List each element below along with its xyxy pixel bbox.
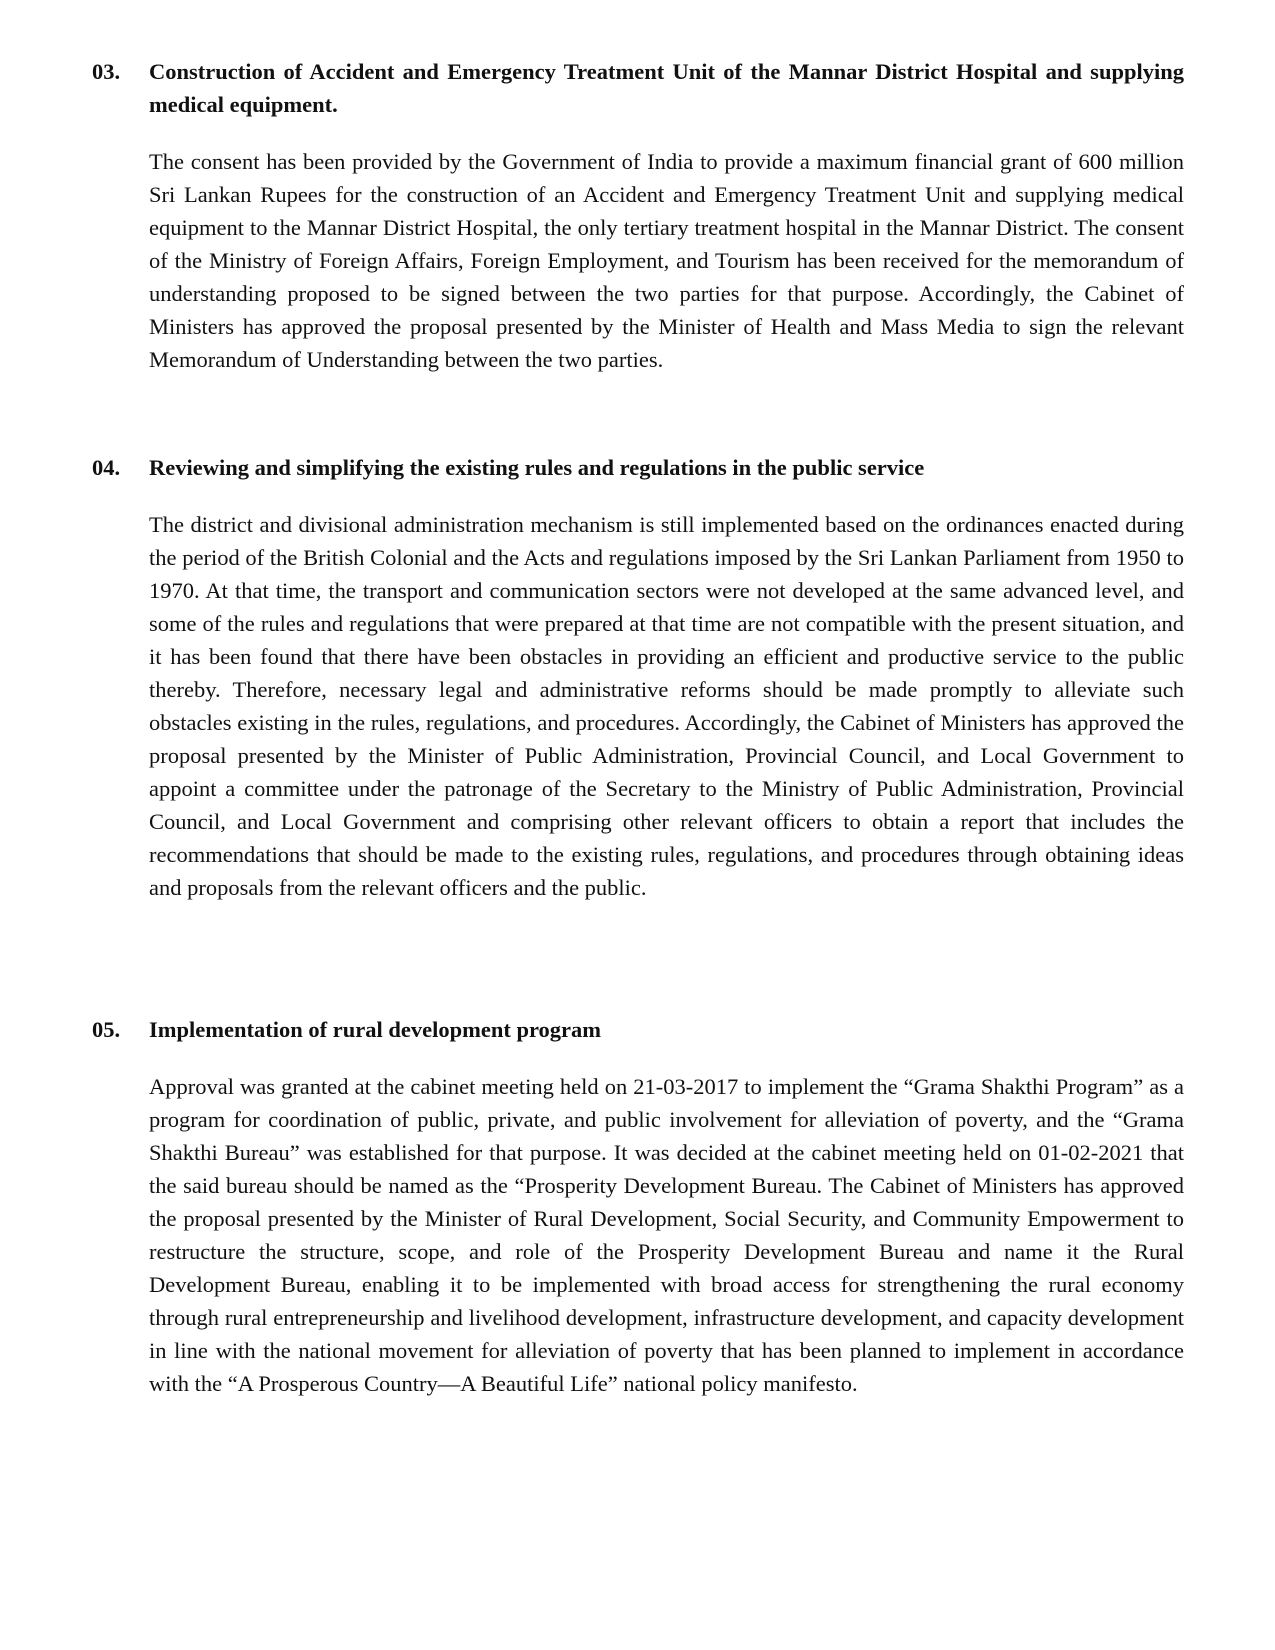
section-03 xyxy=(92,55,1184,399)
section-heading xyxy=(92,55,1184,121)
section-title: Construction of Accident and Emergency Treatment Unit of the Mannar District Hospital and supplying medical equipment. xyxy=(149,59,1184,117)
section-body: The district and divisional administration mechanism is still implemented based on the ordinances enacted during the period of the British Colonial and the Acts and regulations imposed by the Sri Lankan Parliament from 1950 to 1970. At that time, the transport and communication sectors were not developed at the same advanced level, and some of the rules and regulations that were prepared at that time are not compatible with the present situation, and it has been found that there have been obstacles in providing an efficient and productive service to the public thereby. Therefore, necessary legal and administrative reforms should be made promptly to alleviate such obstacles existing in the rules, regulations, and procedures. Accordingly, the Cabinet of Ministers has approved the proposal presented by the Minister of Public Administration, Provincial Council, and Local Government to appoint a committee under the patronage of the Secretary to the Ministry of Public Administration, Provincial Council, and Local Government and comprising other relevant officers to obtain a report that includes the recommendations that should be made to the existing rules, regulations, and procedures through obtaining ideas and proposals from the relevant officers and the public. xyxy=(149,512,1184,900)
section-body: Approval was granted at the cabinet meeting held on 21-03-2017 to implement the “Grama Shakthi Program” as a program for coordination of public, private, and public involvement for alleviation of poverty, and the “Grama Shakthi Bureau” was established for that purpose. It was decided at the cabinet meeting held on 01-02-2021 that the said bureau should be named as the “Prosperity Development Bureau. The Cabinet of Ministers has approved the proposal presented by the Minister of Rural Development, Social Security, and Community Empowerment to restructure the structure, scope, and role of the Prosperity Development Bureau and name it the Rural Development Bureau, enabling it to be implemented with broad access for strengthening the rural economy through rural entrepreneurship and livelihood development, infrastructure development, and capacity development in line with the national movement for alleviation of poverty that has been planned to implement in accordance with the “A Prosperous Country—A Beautiful Life” national policy manifesto. xyxy=(149,1074,1184,1396)
section-title: Implementation of rural development program xyxy=(149,1017,602,1042)
section-number: 05. xyxy=(92,1017,121,1042)
section-body: The consent has been provided by the Government of India to provide a maximum financial grant of 600 million Sri Lankan Rupees for the construction of an Accident and Emergency Treatment Unit and supplying medical equipment to the Mannar District Hospital, the only tertiary treatment hospital in the Mannar District. The consent of the Ministry of Foreign Affairs, Foreign Employment, and Tourism has been received for the memorandum of understanding proposed to be signed between the two parties for that purpose. Accordingly, the Cabinet of Ministers has approved the proposal presented by the Minister of Health and Mass Media to sign the relevant Memorandum of Understanding between the two parties. xyxy=(149,149,1184,372)
section-heading xyxy=(92,1013,1184,1046)
section-number: 04. xyxy=(92,455,121,480)
section-04 xyxy=(92,451,1184,927)
section-05 xyxy=(92,1013,1184,1423)
section-number: 03. xyxy=(92,59,121,84)
section-heading xyxy=(92,451,1184,484)
section-title: Reviewing and simplifying the existing rules and regulations in the public service xyxy=(149,455,925,480)
